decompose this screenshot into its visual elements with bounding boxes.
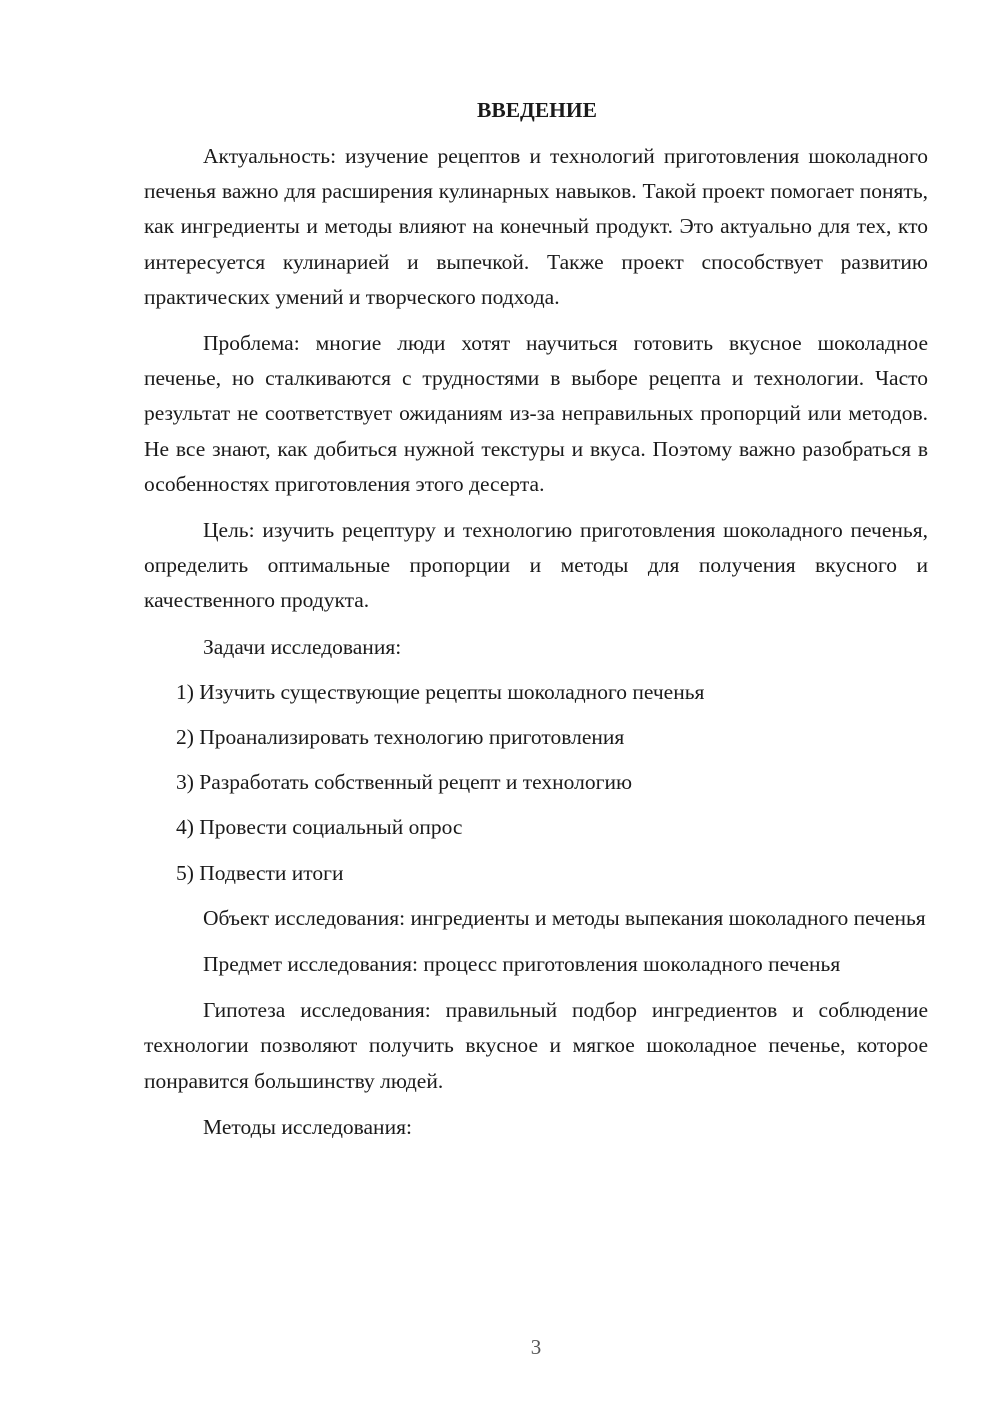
hypothesis-paragraph: Гипотеза исследования: правильный подбор ингредиентов и соблюдение технологии позволяют получить вкусное и мягкое шоколадное печенье, которое понравится большинству людей. [144,998,928,1093]
tasks-list [144,675,928,891]
problem-paragraph: Проблема: многие люди хотят научиться готовить вкусное шоколадное печенье, но сталкиваются с трудностями в выборе рецепта и технологии. Часто результат не соответствует ожиданиям из-за неправильных пропорций или методов. Не все знают, как добиться нужной текстуры и вкуса. Поэтому важно разобраться в особенностях приготовления этого десерта. [144,331,928,496]
task-item: 2) Проанализировать технологию приготовления [176,725,625,750]
section-title: ВВЕДЕНИЕ [477,98,597,122]
relevance-paragraph: Актуальность: изучение рецептов и технологий приготовления шоколадного печенья важно для расширения кулинарных навыков. Такой проект помогает понять, как ингредиенты и методы влияют на конечный продукт. Это актуально для тех, кто интересуется кулинарией и выпечкой. Также проект способствует развитию практических умений и творческого подхода. [144,144,928,309]
page-content [144,93,928,1155]
task-item: 3) Разработать собственный рецепт и технологию [176,770,633,795]
page-number: 3 [530,1335,542,1359]
subject-paragraph: Предмет исследования: процесс приготовления шоколадного печенья [203,952,841,977]
task-item: 1) Изучить существующие рецепты шоколадного печенья [176,679,705,704]
goal-paragraph: Цель: изучить рецептуру и технологию приготовления шоколадного печенья, определить оптимальные пропорции и методы для получения вкусного и качественного продукта. [144,518,928,613]
task-item: 5) Подвести итоги [176,860,344,885]
task-item: 4) Провести социальный опрос [176,815,463,840]
tasks-heading: Задачи исследования: [203,634,402,659]
object-paragraph: Объект исследования: ингредиенты и методы выпекания шоколадного печенья [203,905,926,930]
methods-heading: Методы исследования: [203,1114,412,1139]
